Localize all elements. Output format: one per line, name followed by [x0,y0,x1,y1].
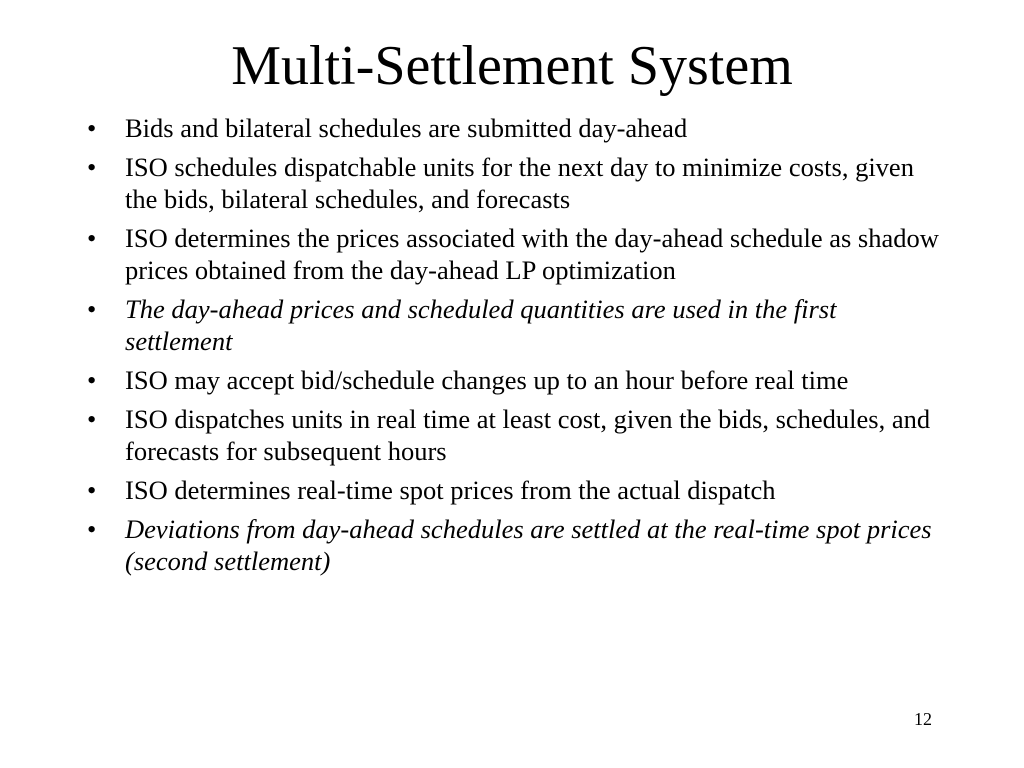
bullet-text: Bids and bilateral schedules are submitted day-ahead [125,113,688,143]
bullet-item [87,364,947,396]
bullet-dot-icon: • [87,365,97,395]
bullet-item [87,403,947,467]
bullet-text: ISO determines the prices associated with the day-ahead schedule as shadow prices obtained from the day-ahead LP optimization [125,223,939,285]
bullet-dot-icon: • [87,404,97,434]
bullet-text: ISO dispatches units in real time at least cost, given the bids, schedules, and forecasts for subsequent hours [125,404,931,466]
bullet-item [87,151,947,215]
bullet-item [87,222,947,286]
bullet-dot-icon: • [87,514,97,544]
bullet-dot-icon: • [87,294,97,324]
bullet-dot-icon: • [87,475,97,505]
bullet-item [87,513,947,577]
bullet-dot-icon: • [87,113,97,143]
bullet-dot-icon: • [87,152,97,182]
bullet-dot-icon: • [87,223,97,253]
bullet-item [87,293,947,357]
slide-title: Multi-Settlement System [231,35,793,97]
bullet-text: ISO may accept bid/schedule changes up to an hour before real time [125,365,849,395]
bullet-text: The day-ahead prices and scheduled quantities are used in the first settlement [125,294,837,356]
bullet-text: ISO schedules dispatchable units for the next day to minimize costs, given the bids, bilateral schedules, and forecasts [125,152,914,214]
bullet-text: ISO determines real-time spot prices from the actual dispatch [125,475,776,505]
bullet-text: Deviations from day-ahead schedules are settled at the real-time spot prices (second settlement) [125,514,932,576]
bullet-list [87,112,947,584]
bullet-item [87,474,947,506]
bullet-item [87,112,947,144]
page-number: 12 [914,709,932,729]
